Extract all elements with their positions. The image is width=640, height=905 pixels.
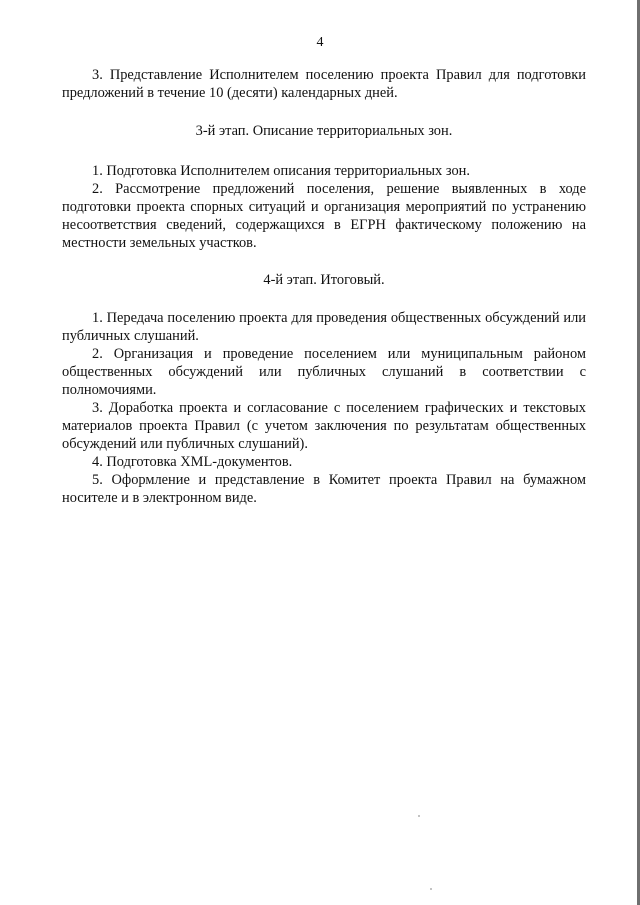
stage-4-item-4: 4. Подготовка XML-документов. xyxy=(92,454,293,470)
paragraph-item-3-submission: 3. Представление Исполнителем поселению проекта Правил для подготовки предложений в течение 10 (десяти) календарных дней. xyxy=(62,67,586,101)
stage-4-item-3: 3. Доработка проекта и согласование с поселением графических и текстовых материалов проекта Правил (с учетом заключения по результатам общественных обсуждений или публичных слушаний). xyxy=(62,400,586,452)
stage-4-heading: 4-й этап. Итоговый. xyxy=(263,272,385,288)
scan-speck xyxy=(418,815,420,817)
stage-4-item-2: 2. Организация и проведение поселением или муниципальным районом общественных обсуждений или публичных слушаний в соответствии с полномочиями. xyxy=(62,346,586,398)
stage-3-heading: 3-й этап. Описание территориальных зон. xyxy=(195,123,453,139)
stage-4-item-1: 1. Передача поселению проекта для проведения общественных обсуждений или публичных слушаний. xyxy=(62,310,586,344)
scan-speck xyxy=(430,888,432,890)
page-number: 4 xyxy=(316,35,324,50)
stage-3-item-1: 1. Подготовка Исполнителем описания территориальных зон. xyxy=(92,163,470,179)
document-body xyxy=(62,66,586,507)
stage-4-item-5: 5. Оформление и представление в Комитет проекта Правил на бумажном носителе и в электронном виде. xyxy=(62,472,586,506)
stage-3-item-2: 2. Рассмотрение предложений поселения, решение выявленных в ходе подготовки проекта спорных ситуаций и организация мероприятий по устранению несоответствия сведений, содержащихся в ЕГРН фактическому положению на местности земельных участков. xyxy=(62,181,586,251)
